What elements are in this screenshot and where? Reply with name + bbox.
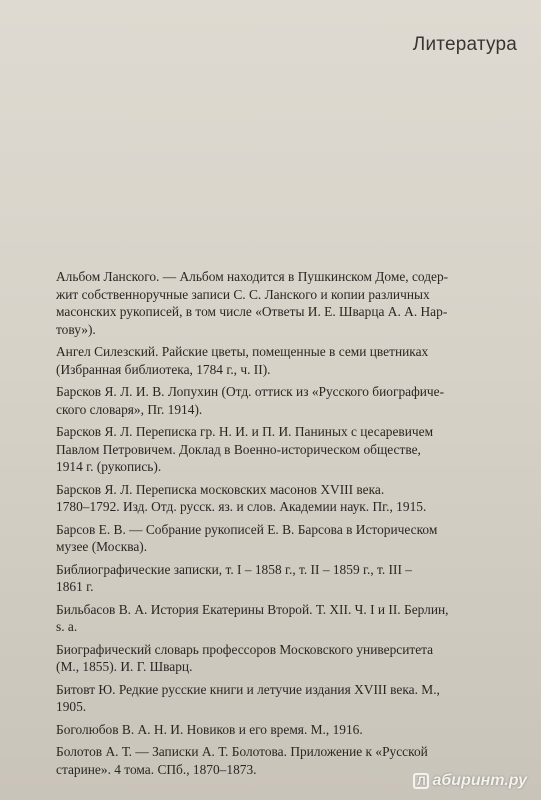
bibliography-entry — [56, 268, 516, 338]
entry-line: Болотов А. Т. — Записки А. Т. Болотова. Приложение к «Русской — [56, 744, 428, 759]
entry-line: Боголюбов В. А. Н. И. Новиков и его время. М., 1916. — [56, 721, 363, 737]
entry-line: Барсков Я. Л. Переписка гр. Н. И. и П. И. Паниных с цесаревичем — [56, 424, 434, 439]
entry-line: Барсов Е. В. — Собрание рукописей Е. В. Барсова в Историческом — [56, 521, 438, 537]
entry-line: s. a. — [56, 619, 78, 634]
book-icon: Л — [413, 773, 429, 789]
bibliography-entry — [56, 601, 516, 636]
entry-line: Биографический словарь профессоров Московского университета — [56, 641, 434, 657]
bibliography-list — [56, 268, 516, 783]
entry-line: Альбом Ланского. — Альбом находится в Пушкинском Доме, содер- — [56, 269, 449, 284]
entry-line: 1905. — [56, 699, 87, 714]
entry-line: музее (Москва). — [56, 539, 148, 554]
entry-line: ского словаря», Пг. 1914). — [56, 401, 203, 417]
entry-line: Битовт Ю. Редкие русские книги и летучие издания XVIII века. М., — [56, 681, 440, 697]
bibliography-entry — [56, 681, 516, 716]
entry-line: Бильбасов В. А. История Екатерины Второй. Т. XII. Ч. I и II. Берлин, — [56, 601, 449, 617]
entry-line: (Избранная библиотека, 1784 г., ч. II). — [56, 361, 271, 377]
entry-line: (М., 1855). И. Г. Шварц. — [56, 659, 193, 674]
entry-line: Павлом Петровичем. Доклад в Военно-историческом обществе, — [56, 441, 421, 457]
watermark-text: абиринт.ру — [432, 772, 527, 789]
entry-line: 1914 г. (рукопись). — [56, 459, 162, 474]
entry-line: Ангел Силезский. Райские цветы, помещенные в семи цветниках — [56, 344, 429, 359]
bibliography-entry — [56, 521, 516, 556]
entry-line: Барсков Я. Л. Переписка московских масонов XVIII века. — [56, 481, 385, 497]
entry-line: жит собственноручные записи С. С. Ланского и копии различных — [56, 286, 430, 302]
labirint-watermark — [413, 772, 527, 790]
entry-line: масонских рукописей, в том числе «Ответы И. Е. Шварца А. А. Нар- — [56, 304, 448, 319]
bibliography-entry — [56, 383, 516, 418]
bibliography-entry — [56, 343, 516, 378]
entry-line: Барсков Я. Л. И. В. Лопухин (Отд. оттиск из «Русского биографиче- — [56, 384, 445, 399]
section-title: Литература — [412, 34, 517, 55]
bibliography-entry — [56, 561, 516, 596]
bibliography-entry — [56, 721, 516, 739]
bibliography-entry — [56, 423, 516, 476]
entry-line: 1780–1792. Изд. Отд. русск. яз. и слов. Академии наук. Пг., 1915. — [56, 499, 427, 514]
entry-line: старине». 4 тома. СПб., 1870–1873. — [56, 761, 257, 777]
bibliography-entry — [56, 481, 516, 516]
bibliography-entry — [56, 641, 516, 676]
entry-line: Библиографические записки, т. I – 1858 г., т. II – 1859 г., т. III – — [56, 561, 412, 577]
entry-line: 1861 г. — [56, 579, 94, 594]
entry-line: тову»). — [56, 321, 96, 337]
